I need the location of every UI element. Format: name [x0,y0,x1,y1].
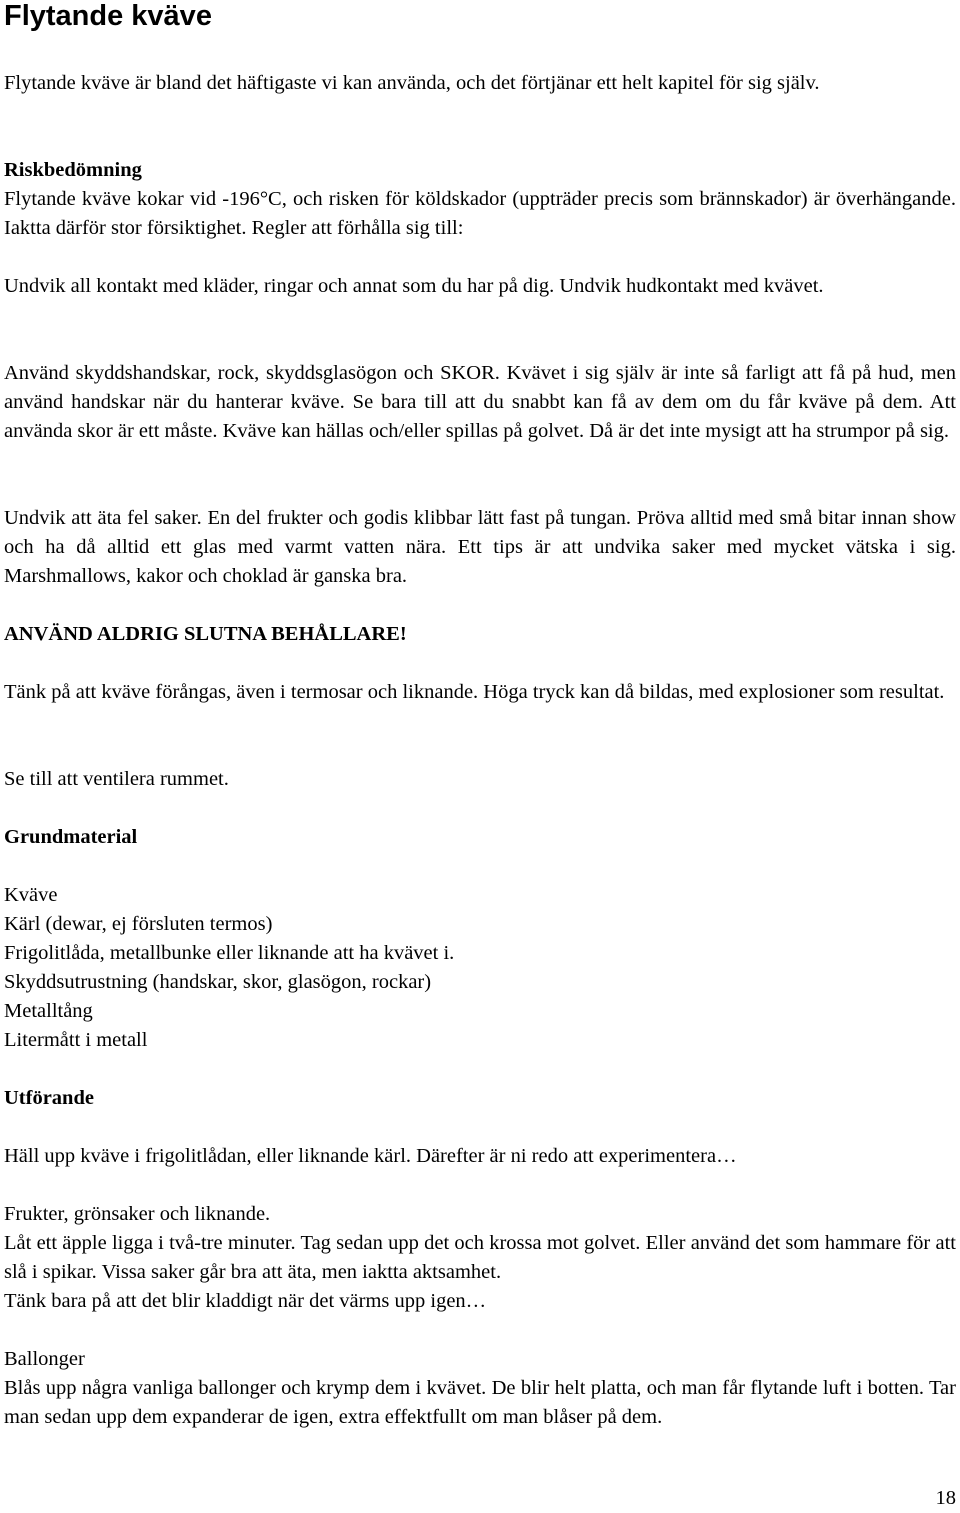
rule-2-text: Använd skyddshandskar, rock, skyddsglasögon och SKOR. Kvävet i sig själv är inte så farligt att få på hud, men använd handskar när du hanterar kväve. Se bara till att du snabbt kan få av dem om du får kväve på dem. Att använda skor är ett måste. Kväve kan hällas och/eller spillas på golvet. Då är det inte mysigt att ha strumpor på sig. [4,362,956,442]
balloon-section [4,1345,956,1432]
procedure-text: Häll upp kväve i frigolitlådan, eller liknande kärl. Därefter är ni redo att experimentera… [4,1145,737,1167]
intro-text: Flytande kväve är bland det häftigaste vi kan använda, och det förtjänar ett helt kapitel för sig själv. [4,72,820,94]
fruit-heading: Frukter, grönsaker och liknande. [4,1203,271,1225]
rule-5-text: Se till att ventilera rummet. [4,768,229,790]
page-title: Flytande kväve [4,0,212,32]
fruit-note: Tänk bara på att det blir kladdigt när det värms upp igen… [4,1290,487,1312]
fruit-section [4,1200,956,1316]
list-item: Kväve [4,884,58,906]
rule-1-text: Undvik all kontakt med kläder, ringar och annat som du har på dig. Undvik hudkontakt med kvävet. [4,275,824,297]
procedure-heading: Utförande [4,1087,94,1109]
list-item: Frigolitlåda, metallbunke eller liknande att ha kvävet i. [4,942,455,964]
rule-4 [4,678,956,707]
rule-3-text: Undvik att äta fel saker. En del frukter och godis klibbar lätt fast på tungan. Pröva alltid med små bitar innan show och ha då alltid ett glas med varmt vatten nära. Ett tips är att undvika saker med mycket vätska i sig. Marshmallows, kakor och choklad är ganska bra. [4,507,956,587]
intro-paragraph [4,69,956,98]
list-item: Metalltång [4,1000,93,1022]
materials-heading: Grundmaterial [4,826,138,848]
fruit-text: Låt ett äpple ligga i två-tre minuter. Tag sedan upp det och krossa mot golvet. Eller använd det som hammare för att slå i spikar. Vissa saker går bra att äta, men iaktta aktsamhet. [4,1232,956,1283]
procedure-heading-block [4,1084,956,1113]
page-number: 18 [935,1487,956,1509]
procedure-paragraph [4,1142,956,1171]
risk-section [4,156,956,243]
warning [4,620,956,649]
rule-4-text: Tänk på att kväve förångas, även i termosar och liknande. Höga tryck kan då bildas, med explosioner som resultat. [4,681,945,703]
rule-3 [4,504,956,591]
rule-5 [4,765,956,794]
warning-text: ANVÄND ALDRIG SLUTNA BEHÅLLARE! [4,623,407,645]
list-item: Litermått i metall [4,1029,148,1051]
balloon-text: Blås upp några vanliga ballonger och krymp dem i kvävet. De blir helt platta, och man får flytande luft i botten. Tar man sedan upp dem expanderar de igen, extra effektfullt om man blåser på dem. [4,1377,956,1428]
balloon-heading: Ballonger [4,1348,85,1370]
materials-heading-block [4,823,956,852]
materials-list [4,881,956,1055]
list-item: Kärl (dewar, ej försluten termos) [4,913,273,935]
list-item: Skyddsutrustning (handskar, skor, glasögon, rockar) [4,971,432,993]
rule-2 [4,359,956,446]
rule-1 [4,272,956,301]
risk-heading: Riskbedömning [4,159,142,181]
risk-text: Flytande kväve kokar vid -196°C, och risken för köldskador (uppträder precis som brännskador) är överhängande. Iaktta därför stor försiktighet. Regler att förhålla sig till: [4,188,956,239]
